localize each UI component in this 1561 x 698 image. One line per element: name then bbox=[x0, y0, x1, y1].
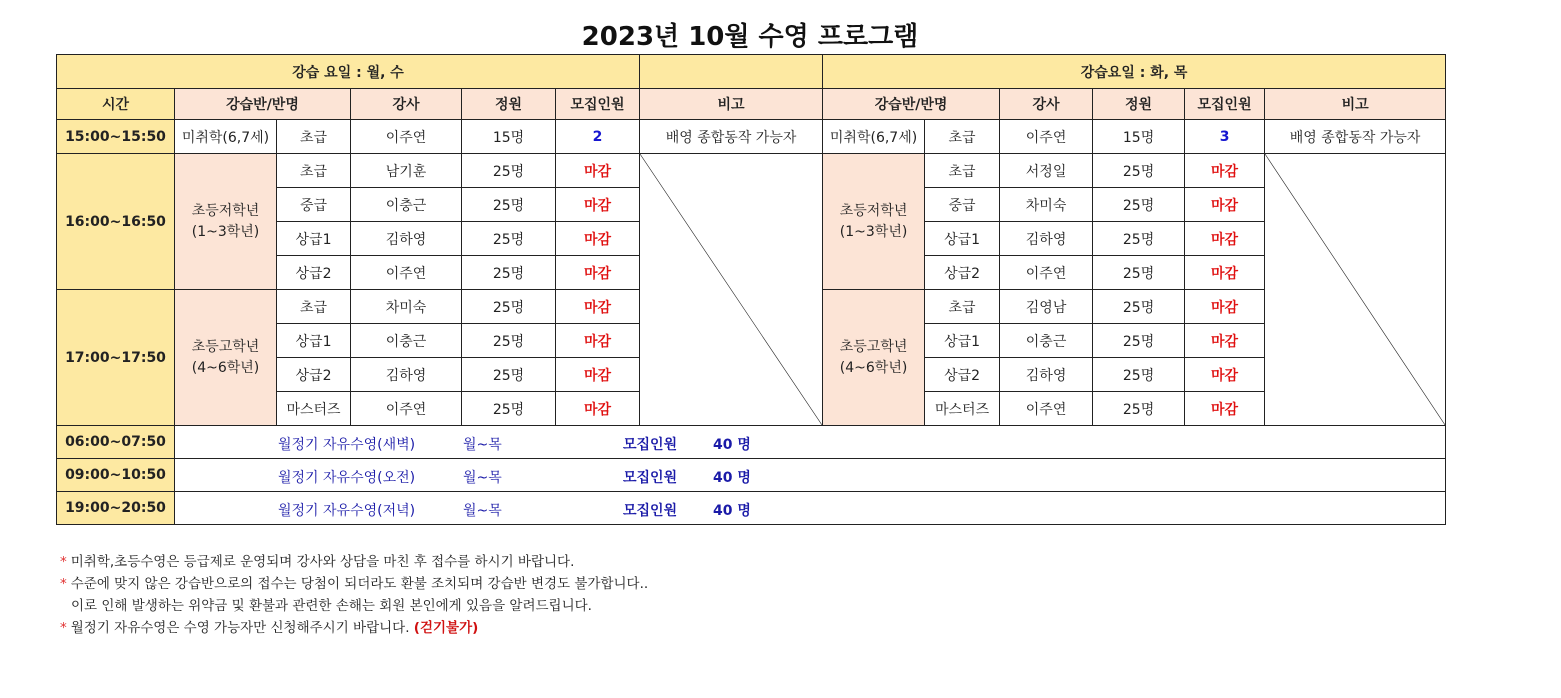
col-header-class: 강습반/반명 bbox=[175, 89, 351, 120]
recruit-status: 마감 bbox=[556, 290, 640, 324]
group-range: (4~6학년) bbox=[839, 359, 908, 376]
level-cell: 상급1 bbox=[277, 324, 351, 358]
recruit-status: 마감 bbox=[1185, 358, 1265, 392]
col-header-note: 비고 bbox=[1265, 89, 1446, 120]
group-cell bbox=[823, 154, 925, 290]
col-header-recruit: 모집인원 bbox=[1185, 89, 1265, 120]
free-swim-name: 월정기 자유수영(오전) bbox=[278, 470, 416, 486]
teacher-cell: 서정일 bbox=[1000, 154, 1093, 188]
time-cell: 16:00~16:50 bbox=[57, 154, 175, 290]
teacher-cell: 이주연 bbox=[1000, 392, 1093, 426]
asterisk: * bbox=[60, 554, 67, 570]
note-diagonal-cell bbox=[1265, 154, 1446, 426]
level-cell: 상급1 bbox=[277, 222, 351, 256]
level-cell: 상급2 bbox=[925, 256, 1000, 290]
recruit-status: 마감 bbox=[556, 154, 640, 188]
level-cell: 초급 bbox=[925, 120, 1000, 154]
level-cell: 중급 bbox=[925, 188, 1000, 222]
teacher-cell: 김하영 bbox=[351, 222, 462, 256]
capacity-cell: 15명 bbox=[1093, 120, 1185, 154]
note-text: 월정기 자유수영은 수영 가능자만 신청해주시기 바랍니다. bbox=[70, 620, 410, 636]
recruit-status: 마감 bbox=[556, 324, 640, 358]
group-cell bbox=[175, 290, 277, 426]
recruit-status: 마감 bbox=[1185, 392, 1265, 426]
level-cell: 초급 bbox=[277, 290, 351, 324]
recruit-status: 마감 bbox=[1185, 290, 1265, 324]
col-header-capacity: 정원 bbox=[462, 89, 556, 120]
note-line bbox=[60, 573, 648, 595]
teacher-cell: 이충근 bbox=[1000, 324, 1093, 358]
free-swim-row bbox=[175, 459, 1446, 492]
time-cell: 19:00~20:50 bbox=[57, 492, 175, 525]
capacity-cell: 25명 bbox=[1093, 188, 1185, 222]
capacity-cell: 25명 bbox=[462, 154, 556, 188]
teacher-cell: 이주연 bbox=[351, 392, 462, 426]
group-name: 초등저학년 bbox=[839, 202, 908, 219]
recruit-status: 마감 bbox=[1185, 324, 1265, 358]
teacher-cell: 김하영 bbox=[1000, 222, 1093, 256]
free-swim-name: 월정기 자유수영(저녁) bbox=[278, 503, 416, 519]
asterisk: * bbox=[60, 576, 67, 592]
capacity-cell: 25명 bbox=[462, 392, 556, 426]
time-cell: 17:00~17:50 bbox=[57, 290, 175, 426]
note-warning: (걷기불가) bbox=[413, 620, 479, 636]
schedule-table bbox=[56, 54, 1446, 525]
note-cell: 배영 종합동작 가능자 bbox=[1265, 120, 1446, 154]
level-cell: 상급2 bbox=[277, 358, 351, 392]
blank-header-cell bbox=[640, 55, 823, 89]
group-name: 초등고학년 bbox=[839, 338, 908, 355]
teacher-cell: 이주연 bbox=[351, 256, 462, 290]
capacity-cell: 25명 bbox=[1093, 290, 1185, 324]
level-cell: 초급 bbox=[277, 120, 351, 154]
free-swim-label: 모집인원 bbox=[623, 470, 678, 486]
capacity-cell: 25명 bbox=[462, 222, 556, 256]
notes-section bbox=[60, 551, 648, 639]
note-text: 미취학,초등수영은 등급제로 운영되며 강사와 상담을 마친 후 접수를 하시기 바랍니다. bbox=[70, 554, 575, 570]
teacher-cell: 이주연 bbox=[1000, 120, 1093, 154]
teacher-cell: 이충근 bbox=[351, 324, 462, 358]
teacher-cell: 김하영 bbox=[1000, 358, 1093, 392]
capacity-cell: 15명 bbox=[462, 120, 556, 154]
level-cell: 초급 bbox=[925, 154, 1000, 188]
note-line bbox=[60, 551, 648, 573]
teacher-cell: 김하영 bbox=[351, 358, 462, 392]
group-range: (1~3학년) bbox=[191, 223, 260, 240]
free-swim-row bbox=[175, 426, 1446, 459]
group-cell bbox=[175, 154, 277, 290]
col-header-teacher: 강사 bbox=[1000, 89, 1093, 120]
capacity-cell: 25명 bbox=[1093, 392, 1185, 426]
capacity-cell: 25명 bbox=[462, 256, 556, 290]
capacity-cell: 25명 bbox=[462, 188, 556, 222]
free-swim-label: 모집인원 bbox=[623, 437, 678, 453]
teacher-cell: 김영남 bbox=[1000, 290, 1093, 324]
right-days-header: 강습요일 : 화, 목 bbox=[823, 55, 1446, 89]
teacher-cell: 이주연 bbox=[1000, 256, 1093, 290]
free-swim-count: 40 명 bbox=[713, 437, 751, 453]
note-cell: 배영 종합동작 가능자 bbox=[640, 120, 823, 154]
teacher-cell: 차미숙 bbox=[351, 290, 462, 324]
free-swim-days: 월~목 bbox=[463, 503, 502, 519]
note-text: 이로 인해 발생하는 위약금 및 환불과 관련한 손해는 회원 본인에게 있음을 알려드립니다. bbox=[71, 598, 592, 614]
col-header-time: 시간 bbox=[57, 89, 175, 120]
capacity-cell: 25명 bbox=[1093, 358, 1185, 392]
recruit-status: 마감 bbox=[556, 358, 640, 392]
group-range: (1~3학년) bbox=[839, 223, 908, 240]
capacity-cell: 25명 bbox=[462, 324, 556, 358]
time-cell: 15:00~15:50 bbox=[57, 120, 175, 154]
group-cell: 미취학(6,7세) bbox=[823, 120, 925, 154]
recruit-count: 3 bbox=[1185, 120, 1265, 154]
free-swim-label: 모집인원 bbox=[623, 503, 678, 519]
level-cell: 초급 bbox=[925, 290, 1000, 324]
free-swim-count: 40 명 bbox=[713, 503, 751, 519]
recruit-status: 마감 bbox=[556, 188, 640, 222]
recruit-status: 마감 bbox=[1185, 188, 1265, 222]
level-cell: 상급2 bbox=[277, 256, 351, 290]
teacher-cell: 이충근 bbox=[351, 188, 462, 222]
group-range: (4~6학년) bbox=[191, 359, 260, 376]
capacity-cell: 25명 bbox=[1093, 324, 1185, 358]
page-title: 2023년 10월 수영 프로그램 bbox=[581, 22, 919, 52]
diagonal-line bbox=[1265, 154, 1445, 425]
time-cell: 09:00~10:50 bbox=[57, 459, 175, 492]
recruit-status: 마감 bbox=[556, 392, 640, 426]
recruit-status: 마감 bbox=[1185, 256, 1265, 290]
level-cell: 상급2 bbox=[925, 358, 1000, 392]
free-swim-days: 월~목 bbox=[463, 470, 502, 486]
teacher-cell: 차미숙 bbox=[1000, 188, 1093, 222]
capacity-cell: 25명 bbox=[462, 290, 556, 324]
diagonal-line bbox=[640, 154, 822, 425]
recruit-status: 마감 bbox=[556, 222, 640, 256]
group-name: 초등고학년 bbox=[191, 338, 260, 355]
level-cell: 중급 bbox=[277, 188, 351, 222]
level-cell: 상급1 bbox=[925, 324, 1000, 358]
group-cell bbox=[823, 290, 925, 426]
time-cell: 06:00~07:50 bbox=[57, 426, 175, 459]
left-days-header: 강습 요일 : 월, 수 bbox=[57, 55, 640, 89]
group-cell: 미취학(6,7세) bbox=[175, 120, 277, 154]
col-header-note: 비고 bbox=[640, 89, 823, 120]
asterisk: * bbox=[60, 620, 67, 636]
level-cell: 초급 bbox=[277, 154, 351, 188]
recruit-status: 마감 bbox=[1185, 154, 1265, 188]
free-swim-name: 월정기 자유수영(새벽) bbox=[278, 437, 416, 453]
recruit-status: 마감 bbox=[556, 256, 640, 290]
capacity-cell: 25명 bbox=[1093, 154, 1185, 188]
note-line bbox=[60, 595, 648, 617]
note-text: 수준에 맞지 않은 강습반으로의 접수는 당첨이 되더라도 환불 조치되며 강습반 변경도 불가합니다.. bbox=[70, 576, 649, 592]
free-swim-count: 40 명 bbox=[713, 470, 751, 486]
capacity-cell: 25명 bbox=[1093, 256, 1185, 290]
teacher-cell: 이주연 bbox=[351, 120, 462, 154]
level-cell: 상급1 bbox=[925, 222, 1000, 256]
teacher-cell: 남기훈 bbox=[351, 154, 462, 188]
free-swim-days: 월~목 bbox=[463, 437, 502, 453]
capacity-cell: 25명 bbox=[462, 358, 556, 392]
recruit-status: 마감 bbox=[1185, 222, 1265, 256]
level-cell: 마스터즈 bbox=[277, 392, 351, 426]
col-header-teacher: 강사 bbox=[351, 89, 462, 120]
col-header-class: 강습반/반명 bbox=[823, 89, 1000, 120]
col-header-capacity: 정원 bbox=[1093, 89, 1185, 120]
free-swim-row bbox=[175, 492, 1446, 525]
col-header-recruit: 모집인원 bbox=[556, 89, 640, 120]
note-line bbox=[60, 617, 648, 639]
group-name: 초등저학년 bbox=[191, 202, 260, 219]
note-diagonal-cell bbox=[640, 154, 823, 426]
recruit-count: 2 bbox=[556, 120, 640, 154]
level-cell: 마스터즈 bbox=[925, 392, 1000, 426]
capacity-cell: 25명 bbox=[1093, 222, 1185, 256]
